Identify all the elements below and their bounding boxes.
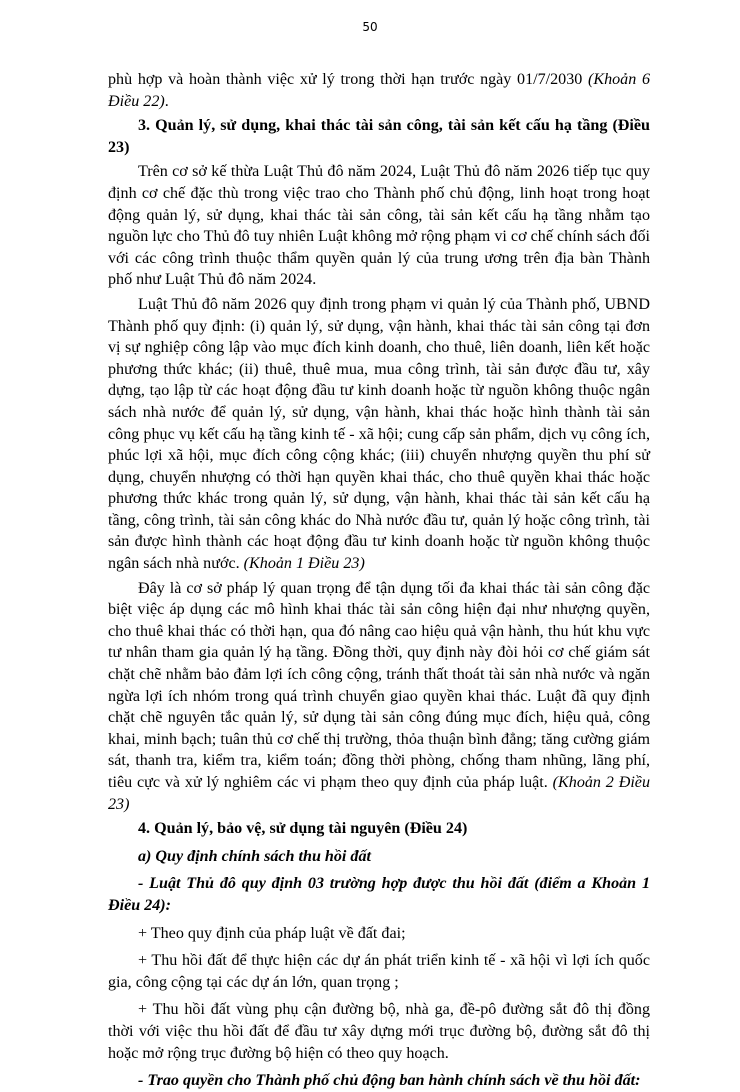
paragraph-3-text: Đây là cơ sở pháp lý quan trọng để tận dụng tối đa khai thác tài sản công đặc biệt việc áp dụng các mô hình khai thác tài sản công hiện đại như nhượng quyền, cho thuê khai thác có thời hạn, qua đó nâng cao hiệu quả vận hành, thu hút khu vực tư nhân tham gia quản lý hạ tầng. Đồng thời, quy định này đòi hỏi cơ chế giám sát chặt chẽ nhằm bảo đảm lợi ích công cộng, tránh thất thoát tài sản nhà nước và ngăn ngừa lợi ích nhóm trong quá trình chuyển giao quyền khai thác. Luật đã quy định chặt chẽ nguyên tắc quản lý, sử dụng tài sản công đúng mục đích, hiệu quả, công khai, minh bạch; tuân thủ cơ chế thị trường, thỏa thuận bình đẳng; tăng cường giám sát, thanh tra, kiểm tra, kiểm toán; đồng thời phòng, chống tham nhũng, lãng phí, tiêu cực và xử lý nghiêm các vi phạm theo quy định của pháp luật. bbox=[108, 579, 650, 791]
subheading-land-recovery-cases: - Luật Thủ đô quy định 03 trường hợp được thu hồi đất (điểm a Khoản 1 Điều 24): bbox=[108, 875, 650, 914]
paragraph-3 bbox=[108, 578, 650, 816]
legal-reference: (Khoản 1 Điều 23) bbox=[243, 555, 365, 573]
paragraph-1: Trên cơ sở kế thừa Luật Thủ đô năm 2024, Luật Thủ đô năm 2026 tiếp tục quy định cơ chế đặc thù trong việc trao cho Thành phố chủ động, linh hoạt trong hoạt động quản lý, sử dụng, khai thác tài sản công, tài sản kết cấu hạ tầng nhằm tạo nguồn lực cho Thủ đô tuy nhiên Luật không mở rộng phạm vi cơ chế chính sách đối với các công trình thuộc thẩm quyền quản lý của trung ương trên địa bàn Thành phố như Luật Thủ đô năm 2024. bbox=[108, 163, 650, 289]
legal-reference: (Khoản 2 Điều 23) bbox=[108, 774, 650, 813]
paragraph-intro-tail: . bbox=[164, 92, 169, 110]
paragraph-intro-text: phù hợp và hoàn thành việc xử lý trong thời hạn trước ngày 01/7/2030 bbox=[108, 71, 588, 88]
bullet-item: + Theo quy định của pháp luật về đất đai; bbox=[138, 924, 406, 942]
subsection-heading-a: a) Quy định chính sách thu hồi đất bbox=[138, 847, 371, 865]
legal-reference: (Khoản 6 Điều 22) bbox=[108, 71, 650, 110]
page-number: 50 bbox=[362, 20, 378, 34]
paragraph-intro bbox=[108, 69, 650, 112]
section-heading-3: 3. Quản lý, sử dụng, khai thác tài sản công, tài sản kết cấu hạ tầng (Điều 23) bbox=[108, 117, 650, 156]
page-body bbox=[108, 69, 650, 1092]
subheading-delegation: - Trao quyền cho Thành phố chủ động ban hành chính sách về thu hồi đất: bbox=[138, 1072, 641, 1090]
bullet-item: + Thu hồi đất để thực hiện các dự án phát triển kinh tế - xã hội vì lợi ích quốc gia, công cộng tại các dự án lớn, quan trọng ; bbox=[108, 952, 650, 991]
section-heading-4: 4. Quản lý, bảo vệ, sử dụng tài nguyên (Điều 24) bbox=[138, 820, 468, 838]
paragraph-2 bbox=[108, 294, 650, 575]
bullet-item: + Thu hồi đất vùng phụ cận đường bộ, nhà ga, đề-pô đường sắt đô thị đồng thời với việc thu hồi đất để đầu tư xây dựng mới trục đường bộ, đường sắt đô thị hoặc mở rộng trục đường bộ hiện có theo quy hoạch. bbox=[108, 1001, 650, 1062]
paragraph-2-text: Luật Thủ đô năm 2026 quy định trong phạm vi quản lý của Thành phố, UBND Thành phố quy định: (i) quản lý, sử dụng, vận hành, khai thác tài sản công tại đơn vị sự nghiệp công lập vào mục đích kinh doanh, cho thuê, liên doanh, liên kết hoặc phương thức khác; (ii) thuê, thuê mua, mua công trình, tài sản được đầu tư, xây dựng, tạo lập từ các hoạt động đầu tư kinh doanh hoặc từ nguồn không thuộc ngân sách nhà nước để quản lý, sử dụng, vận hành, khai thác hoặc hình thành tài sản công phục vụ kết cấu hạ tầng kinh tế - xã hội; cung cấp sản phẩm, dịch vụ công ích, phúc lợi xã hội, mục đích công cộng khác; (iii) chuyển nhượng quyền thu phí sử dụng, chuyển nhượng có thời hạn quyền khai thác, cho thuê quyền khai thác hoặc phương thức khác trong quản lý, sử dụng, vận hành, khai thác tài sản kết cấu hạ tầng, công trình, tài sản công khác do Nhà nước đầu tư, quản lý hoặc công trình, tài sản được hình thành các hoạt động đầu tư kinh doanh hoặc từ nguồn không thuộc ngân sách nhà nước. bbox=[108, 295, 650, 573]
